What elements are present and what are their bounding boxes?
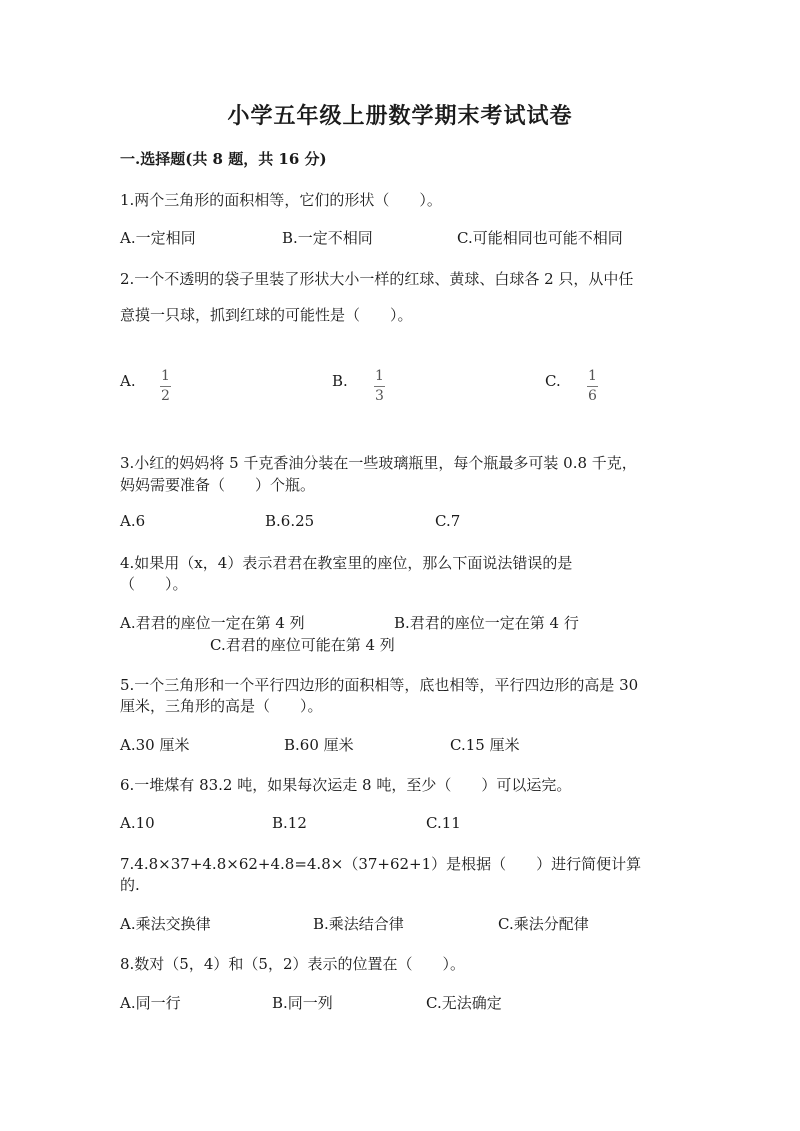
question-6-stem: 6.一堆煤有 83.2 吨，如果每次运走 8 吨，至少（ ）可以运完。 [120, 776, 572, 794]
question-7-option-a: A.乘法交换律 [120, 915, 211, 933]
question-1-option-b: B.一定不相同 [282, 229, 373, 247]
question-2-option-a-fraction [160, 369, 171, 403]
fraction-numerator: 1 [375, 368, 384, 384]
question-8-stem: 8.数对（5，4）和（5，2）表示的位置在（ ）。 [120, 955, 465, 973]
question-5-stem-line-1: 5.一个三角形和一个平行四边形的面积相等，底也相等，平行四边形的高是 30 [120, 676, 639, 694]
fraction-denominator: 6 [588, 388, 597, 404]
question-6-option-c: C.11 [426, 814, 461, 832]
question-3-option-b: B.6.25 [265, 512, 315, 530]
question-4-option-b: B.君君的座位一定在第 4 行 [394, 614, 579, 632]
question-7-stem-line-2: 的. [120, 876, 140, 894]
question-2-option-b-fraction [374, 369, 385, 403]
question-4-option-c: C.君君的座位可能在第 4 列 [210, 636, 395, 654]
question-4-stem-line-1: 4.如果用（x，4）表示君君在教室里的座位，那么下面说法错误的是 [120, 554, 573, 572]
question-8-option-b: B.同一列 [272, 994, 333, 1012]
page-title: 小学五年级上册数学期末考试试卷 [227, 103, 573, 129]
question-6-option-a: A.10 [120, 814, 155, 832]
question-8-option-a: A.同一行 [120, 994, 181, 1012]
fraction-numerator: 1 [588, 368, 597, 384]
question-7-stem-line-1: 7.4.8×37+4.8×62+4.8=4.8×（37+62+1）是根据（ ）进行简便计算 [120, 855, 642, 873]
fraction-numerator: 1 [161, 368, 170, 384]
question-5-stem-line-2: 厘米，三角形的高是（ ）。 [120, 697, 323, 715]
question-4-stem-line-2: （ ）。 [120, 575, 188, 593]
fraction-denominator: 3 [375, 388, 384, 404]
question-5-option-b: B.60 厘米 [284, 736, 354, 754]
question-7-option-c: C.乘法分配律 [498, 915, 589, 933]
question-6-option-b: B.12 [272, 814, 307, 832]
question-8-option-c: C.无法确定 [426, 994, 502, 1012]
question-2-option-c-label: C. [545, 372, 561, 390]
question-3-stem-line-2: 妈妈需要准备（ ）个瓶。 [120, 476, 316, 494]
question-3-stem-line-1: 3.小红的妈妈将 5 千克香油分装在一些玻璃瓶里，每个瓶最多可装 0.8 千克， [120, 454, 637, 472]
fraction-bar [587, 386, 598, 387]
question-4-option-a: A.君君的座位一定在第 4 列 [120, 614, 305, 632]
fraction-bar [160, 386, 171, 387]
question-2-stem-line-1: 2.一个不透明的袋子里装了形状大小一样的红球、黄球、白球各 2 只，从中任 [120, 270, 634, 288]
question-2-option-a-label: A. [120, 372, 136, 390]
fraction-bar [374, 386, 385, 387]
question-2-option-b-label: B. [332, 372, 348, 390]
question-1-option-a: A.一定相同 [120, 229, 196, 247]
question-3-option-a: A.6 [120, 512, 146, 530]
question-7-option-b: B.乘法结合律 [313, 915, 404, 933]
question-5-option-a: A.30 厘米 [120, 736, 190, 754]
fraction-denominator: 2 [161, 388, 170, 404]
question-3-option-c: C.7 [435, 512, 461, 530]
section-heading: 一.选择题(共 8 题，共 16 分) [120, 150, 327, 168]
question-5-option-c: C.15 厘米 [450, 736, 520, 754]
question-2-option-c-fraction [587, 369, 598, 403]
question-1-option-c: C.可能相同也可能不相同 [457, 229, 623, 247]
question-2-stem-line-2: 意摸一只球，抓到红球的可能性是（ ）。 [120, 306, 413, 324]
question-1-stem: 1.两个三角形的面积相等，它们的形状（ ）。 [120, 191, 442, 209]
